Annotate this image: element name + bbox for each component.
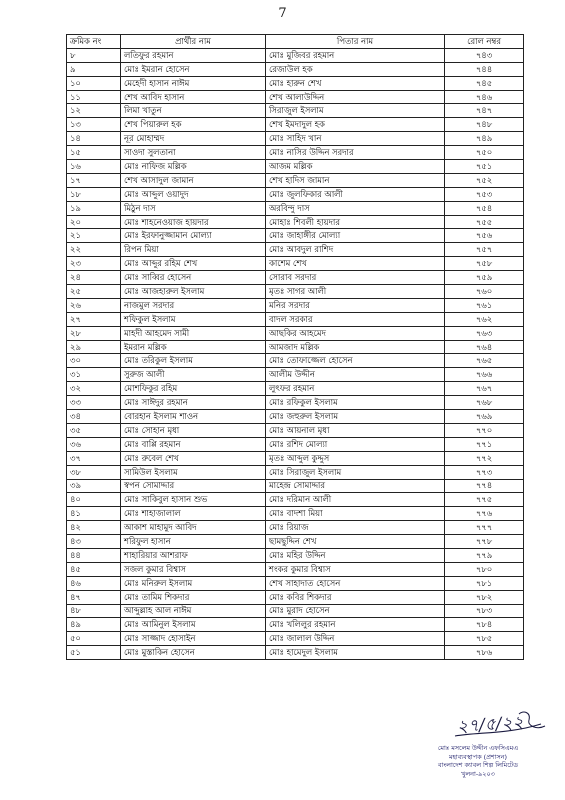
serial-cell: ২০ <box>67 215 121 229</box>
roll-cell: ৭৮০ <box>445 562 524 576</box>
header-name: প্রার্থীর নাম <box>121 35 266 49</box>
name-cell: সামিউল ইসলাম <box>121 465 266 479</box>
signature-date: ২৭/৫/২২ <box>456 712 525 738</box>
roll-cell: ৭৭৬ <box>445 507 524 521</box>
table-row <box>67 187 524 201</box>
table-row <box>67 62 524 76</box>
father-name-cell: মোহাঃ শিবলী হায়দার <box>266 215 445 229</box>
table-row <box>67 507 524 521</box>
name-cell: সজল কুমার বিশ্বাস <box>121 562 266 576</box>
serial-cell: ৪৯ <box>67 618 121 632</box>
serial-cell: ৪৩ <box>67 535 121 549</box>
table-row <box>67 548 524 562</box>
name-cell: রিপন মিয়া <box>121 243 266 257</box>
father-name-cell: মোঃ আয়নাল মৃধা <box>266 423 445 437</box>
roll-cell: ৭৬৪ <box>445 340 524 354</box>
serial-cell: ২৭ <box>67 312 121 326</box>
father-name-cell: মোঃ জহুরুল ইসলাম <box>266 410 445 424</box>
father-name-cell: মোঃ কবির শিকদার <box>266 590 445 604</box>
serial-cell: ৪২ <box>67 521 121 535</box>
table-row <box>67 451 524 465</box>
table-row <box>67 298 524 312</box>
name-cell: মিঠুন দাস <box>121 201 266 215</box>
table-row <box>67 201 524 215</box>
serial-cell: ২৬ <box>67 298 121 312</box>
serial-cell: ৫০ <box>67 632 121 646</box>
roll-cell: ৭৪৮ <box>445 118 524 132</box>
table-row <box>67 576 524 590</box>
serial-cell: ৩৮ <box>67 465 121 479</box>
roll-cell: ৭৪৭ <box>445 104 524 118</box>
serial-cell: ৪১ <box>67 507 121 521</box>
table-row <box>67 257 524 271</box>
father-name-cell: মোঃ মুজিবর রহমান <box>266 48 445 62</box>
stamp-organization: বাংলাদেশ ক্যাবল শিল্প লিমিটেড <box>438 761 518 769</box>
father-name-cell: শেখ আলাউদ্দিন <box>266 90 445 104</box>
table-body <box>67 48 524 659</box>
roll-cell: ৭৮৫ <box>445 632 524 646</box>
serial-cell: ৪৫ <box>67 562 121 576</box>
serial-cell: ২১ <box>67 229 121 243</box>
roll-cell: ৭৬২ <box>445 312 524 326</box>
father-name-cell: আছকির আহমেদ <box>266 326 445 340</box>
father-name-cell: মোঃ বাদশা মিয়া <box>266 507 445 521</box>
roll-cell: ৭৬৯ <box>445 410 524 424</box>
name-cell: মোঃ সাজ্জাদ হোসাইন <box>121 632 266 646</box>
table-row <box>67 521 524 535</box>
serial-cell: ৯ <box>67 62 121 76</box>
serial-cell: ২৩ <box>67 257 121 271</box>
table-row <box>67 132 524 146</box>
table-row <box>67 285 524 299</box>
table-row <box>67 368 524 382</box>
father-name-cell: মৃতঃ আব্দুল কুদ্দুস <box>266 451 445 465</box>
name-cell: শেখ আবিদ হাসান <box>121 90 266 104</box>
candidate-table <box>66 34 524 660</box>
father-name-cell: মোঃ নাসির উদ্দিন সরদার <box>266 146 445 160</box>
table-row <box>67 326 524 340</box>
father-name-cell: মোঃ মুরাদ হোসেন <box>266 604 445 618</box>
roll-cell: ৭৫৬ <box>445 229 524 243</box>
roll-cell: ৭৭৭ <box>445 521 524 535</box>
serial-cell: ৪৬ <box>67 576 121 590</box>
roll-cell: ৭৬১ <box>445 298 524 312</box>
father-name-cell: মোঃ রিয়াজ <box>266 521 445 535</box>
roll-cell: ৭৭২ <box>445 451 524 465</box>
serial-cell: ২৮ <box>67 326 121 340</box>
roll-cell: ৭৭১ <box>445 437 524 451</box>
roll-cell: ৭৪৩ <box>445 48 524 62</box>
roll-cell: ৭৭৩ <box>445 465 524 479</box>
table-row <box>67 312 524 326</box>
stamp-location: খুলনা-৯২০৩ <box>461 769 495 778</box>
roll-cell: ৭৬৫ <box>445 354 524 368</box>
table-row <box>67 410 524 424</box>
father-name-cell: কাশেম শেখ <box>266 257 445 271</box>
roll-cell: ৭৫৭ <box>445 243 524 257</box>
serial-cell: ২৫ <box>67 285 121 299</box>
roll-cell: ৭৬০ <box>445 285 524 299</box>
roll-cell: ৭৭৪ <box>445 479 524 493</box>
serial-cell: ১৬ <box>67 160 121 174</box>
father-name-cell: মোঃ খলিলুর রহমান <box>266 618 445 632</box>
roll-cell: ৭৭৮ <box>445 535 524 549</box>
father-name-cell: মাহেন্দ্র সোমাদ্দার <box>266 479 445 493</box>
serial-cell: ৩৭ <box>67 451 121 465</box>
name-cell: আব্দুল্লাহ আল নাঈম <box>121 604 266 618</box>
page-number: 7 <box>278 6 287 21</box>
father-name-cell: মোঃ মহির উদ্দিন <box>266 548 445 562</box>
serial-cell: ৩২ <box>67 382 121 396</box>
roll-cell: ৭৫৫ <box>445 215 524 229</box>
official-stamp <box>398 744 558 778</box>
name-cell: সুরুজ আলী <box>121 368 266 382</box>
name-cell: স্বপন সোমাদ্দার <box>121 479 266 493</box>
father-name-cell: মনির সরদার <box>266 298 445 312</box>
table-row <box>67 590 524 604</box>
name-cell: লিমা খাতুন <box>121 104 266 118</box>
roll-cell: ৭৬৭ <box>445 382 524 396</box>
father-name-cell: মোঃ জাহাঙ্গীর মোল্যা <box>266 229 445 243</box>
father-name-cell: মোঃ রশিদ মোল্যা <box>266 437 445 451</box>
serial-cell: ৮ <box>67 48 121 62</box>
name-cell: মোশফিকুর রহিম <box>121 382 266 396</box>
table-row <box>67 215 524 229</box>
serial-cell: ৪৪ <box>67 548 121 562</box>
table-row <box>67 173 524 187</box>
father-name-cell: আমজাদ মল্লিক <box>266 340 445 354</box>
father-name-cell: মোঃ তোফাজ্জেল হোসেন <box>266 354 445 368</box>
signature <box>449 706 549 742</box>
table-row <box>67 604 524 618</box>
name-cell: শরিফুল হাসান <box>121 535 266 549</box>
roll-cell: ৭৫৮ <box>445 257 524 271</box>
serial-cell: ২৯ <box>67 340 121 354</box>
roll-cell: ৭৮৬ <box>445 646 524 660</box>
serial-cell: ৪০ <box>67 493 121 507</box>
table-row <box>67 76 524 90</box>
father-name-cell: আলীম উদ্দীন <box>266 368 445 382</box>
table-row <box>67 243 524 257</box>
serial-cell: ৩৯ <box>67 479 121 493</box>
roll-cell: ৭৬৮ <box>445 396 524 410</box>
table-row <box>67 90 524 104</box>
table-row <box>67 646 524 660</box>
stamp-designation: মহাব্যবস্থাপক (প্রশাসন) <box>448 752 508 761</box>
father-name-cell: মোঃ হারুন শেখ <box>266 76 445 90</box>
table-row <box>67 104 524 118</box>
table-row <box>67 354 524 368</box>
father-name-cell: মোঃ সাহিদ খান <box>266 132 445 146</box>
name-cell: মোঃ শাহাজালাল <box>121 507 266 521</box>
table-row <box>67 118 524 132</box>
header-father: পিতার নাম <box>266 35 445 49</box>
table-header-row <box>67 35 524 49</box>
father-name-cell: শংকর কুমার বিশ্বাস <box>266 562 445 576</box>
roll-cell: ৭৫৩ <box>445 187 524 201</box>
name-cell: মোঃ তরিকুল ইসলাম <box>121 354 266 368</box>
roll-cell: ৭৫৯ <box>445 271 524 285</box>
name-cell: মোঃ আমিনুল ইসলাম <box>121 618 266 632</box>
name-cell: মোঃ মুস্তাকিন হোসেন <box>121 646 266 660</box>
name-cell: মোঃ ইমরান হোসেন <box>121 62 266 76</box>
name-cell: মোঃ মনিরুল ইসলাম <box>121 576 266 590</box>
name-cell: মোঃ রুবেল শেখ <box>121 451 266 465</box>
table-row <box>67 229 524 243</box>
serial-cell: ৩১ <box>67 368 121 382</box>
father-name-cell: মোঃ হামেদুল ইসলাম <box>266 646 445 660</box>
name-cell: শাহারিয়ার আশরাফ <box>121 548 266 562</box>
roll-cell: ৭৬৩ <box>445 326 524 340</box>
name-cell: আকাশ মাহামুদ আবিদ <box>121 521 266 535</box>
father-name-cell: রেজাউল হক <box>266 62 445 76</box>
serial-cell: ১৯ <box>67 201 121 215</box>
name-cell: মোঃ ইরফানুজ্জামান মোল্যা <box>121 229 266 243</box>
roll-cell: ৭৪৪ <box>445 62 524 76</box>
name-cell: বোরহান ইসলাম শাওন <box>121 410 266 424</box>
table-row <box>67 48 524 62</box>
name-cell: শেখ আসাদুল জামান <box>121 173 266 187</box>
roll-cell: ৭৪৬ <box>445 90 524 104</box>
roll-cell: ৭৬৬ <box>445 368 524 382</box>
serial-cell: ৩০ <box>67 354 121 368</box>
serial-cell: ৪৭ <box>67 590 121 604</box>
serial-cell: ১৪ <box>67 132 121 146</box>
roll-cell: ৭৮৩ <box>445 604 524 618</box>
roll-cell: ৭৫৪ <box>445 201 524 215</box>
serial-cell: ১৩ <box>67 118 121 132</box>
father-name-cell: লুৎফর রহমান <box>266 382 445 396</box>
father-name-cell: মোঃ সিরাজুল ইসলাম <box>266 465 445 479</box>
name-cell: মোঃ সোহান মৃধা <box>121 423 266 437</box>
roll-cell: ৭৫০ <box>445 146 524 160</box>
table-row <box>67 423 524 437</box>
serial-cell: ২২ <box>67 243 121 257</box>
table-row <box>67 396 524 410</box>
table-row <box>67 618 524 632</box>
father-name-cell: শেখ ইমদাদুল হক <box>266 118 445 132</box>
serial-cell: ৩৪ <box>67 410 121 424</box>
name-cell: শেখ পিয়ারুল হক <box>121 118 266 132</box>
roll-cell: ৭৭০ <box>445 423 524 437</box>
table-row <box>67 465 524 479</box>
name-cell: মেহেদী হাসান নাঈম <box>121 76 266 90</box>
name-cell: ইমরান মল্লিক <box>121 340 266 354</box>
father-name-cell: ছামছুদ্দিন শেখ <box>266 535 445 549</box>
table-row <box>67 382 524 396</box>
table-row <box>67 535 524 549</box>
name-cell: নাজমুল সরদার <box>121 298 266 312</box>
roll-cell: ৭৪৫ <box>445 76 524 90</box>
name-cell: মোঃ শাহনেওয়াজ হায়দার <box>121 215 266 229</box>
father-name-cell: মোঃ জালাল উদ্দিন <box>266 632 445 646</box>
name-cell: মোঃ সাকিবুল হাসান শুভ <box>121 493 266 507</box>
serial-cell: ১২ <box>67 104 121 118</box>
father-name-cell: মোঃ দরিমান আলী <box>266 493 445 507</box>
name-cell: মোঃ নাফিজ মল্লিক <box>121 160 266 174</box>
father-name-cell: সিরাজুল ইসলাম <box>266 104 445 118</box>
roll-cell: ৭৫২ <box>445 173 524 187</box>
name-cell: মোঃ বাপ্পি রহমান <box>121 437 266 451</box>
father-name-cell: সোরাব সরদার <box>266 271 445 285</box>
serial-cell: ১৮ <box>67 187 121 201</box>
name-cell: মোঃ আব্দুল ওয়াদুদ <box>121 187 266 201</box>
roll-cell: ৭৮১ <box>445 576 524 590</box>
serial-cell: ৩৬ <box>67 437 121 451</box>
serial-cell: ৩৩ <box>67 396 121 410</box>
father-name-cell: মোঃ রফিকুল ইসলাম <box>266 396 445 410</box>
table-row <box>67 562 524 576</box>
serial-cell: ৩৫ <box>67 423 121 437</box>
header-serial: ক্রমিক নং <box>67 35 121 49</box>
serial-cell: ১৭ <box>67 173 121 187</box>
name-cell: মোঃ আজহারুল ইসলাম <box>121 285 266 299</box>
name-cell: লতিফুর রহমান <box>121 48 266 62</box>
father-name-cell: শেখ হাদিস জামান <box>266 173 445 187</box>
serial-cell: ১৫ <box>67 146 121 160</box>
serial-cell: ২৪ <box>67 271 121 285</box>
name-cell: মোঃ তামিম শিকদার <box>121 590 266 604</box>
father-name-cell: শেখ সাহাদাত হোসেন <box>266 576 445 590</box>
roll-cell: ৭৮২ <box>445 590 524 604</box>
serial-cell: ৪৮ <box>67 604 121 618</box>
table-row <box>67 493 524 507</box>
serial-cell: ১০ <box>67 76 121 90</box>
roll-cell: ৭৮৪ <box>445 618 524 632</box>
father-name-cell: মোঃ জুলফিকার আলী <box>266 187 445 201</box>
roll-cell: ৭৪৯ <box>445 132 524 146</box>
name-cell: মোঃ সাব্বির হোসেন <box>121 271 266 285</box>
father-name-cell: বাদল সরকার <box>266 312 445 326</box>
stamp-officer-name: মোঃ মসলেম উদ্দীন এফসিএমএ <box>437 744 519 752</box>
roll-cell: ৭৭৯ <box>445 548 524 562</box>
father-name-cell: মোঃ আবদুল রাশিদ <box>266 243 445 257</box>
name-cell: মোঃ সাঈদুর রহমান <box>121 396 266 410</box>
roll-cell: ৭৭৫ <box>445 493 524 507</box>
name-cell: মাহদী আহমেদ সামী <box>121 326 266 340</box>
serial-cell: ৫১ <box>67 646 121 660</box>
name-cell: সাওদা সুলতানা <box>121 146 266 160</box>
father-name-cell: অরবিন্দু দাস <box>266 201 445 215</box>
table-row <box>67 160 524 174</box>
name-cell: নূর মোহাম্মদ <box>121 132 266 146</box>
name-cell: মোঃ আব্দুর রহিম শেখ <box>121 257 266 271</box>
header-roll: রোল নম্বর <box>445 35 524 49</box>
table-row <box>67 632 524 646</box>
table-row <box>67 479 524 493</box>
roll-cell: ৭৫১ <box>445 160 524 174</box>
name-cell: শফিকুল ইসলাম <box>121 312 266 326</box>
table-row <box>67 146 524 160</box>
table-row <box>67 437 524 451</box>
father-name-cell: মৃতঃ সাগর আলী <box>266 285 445 299</box>
father-name-cell: আজম মল্লিক <box>266 160 445 174</box>
serial-cell: ১১ <box>67 90 121 104</box>
table-row <box>67 340 524 354</box>
table-row <box>67 271 524 285</box>
